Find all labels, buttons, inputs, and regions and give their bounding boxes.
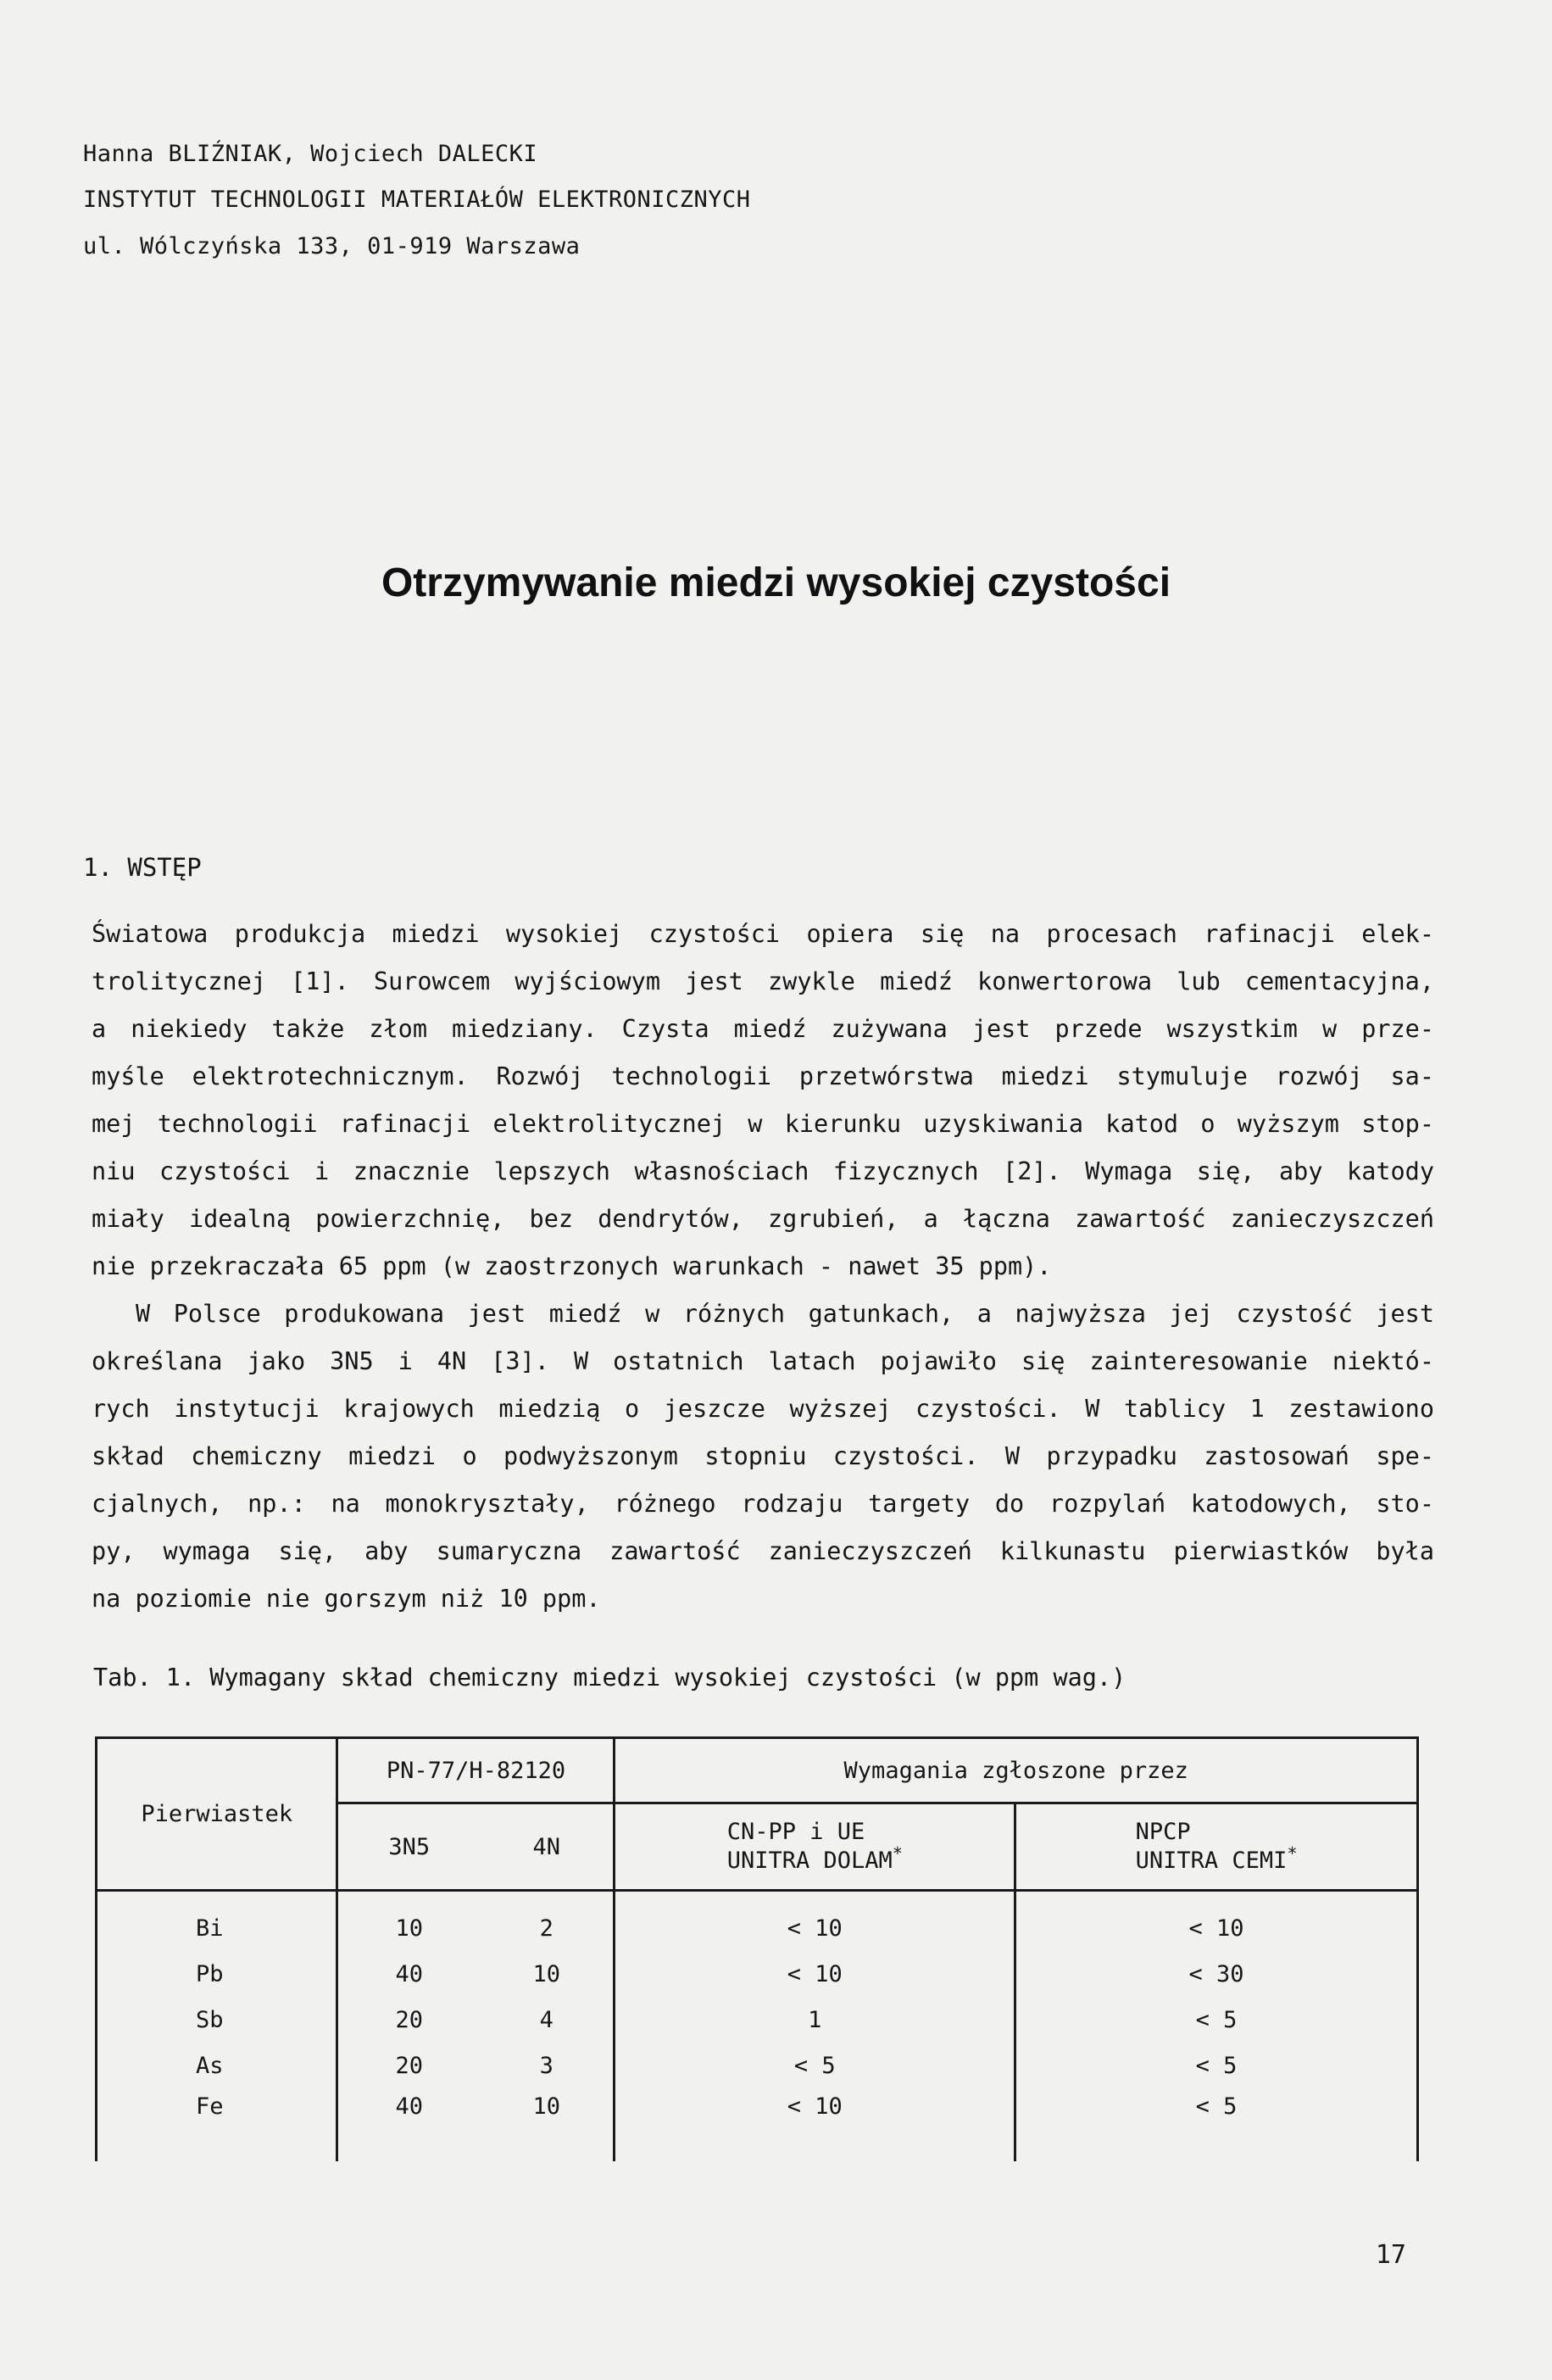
cell-4n: 3 bbox=[480, 2043, 615, 2088]
cell-4n: 10 bbox=[480, 1951, 615, 1997]
cell-3n5: 10 bbox=[395, 1915, 423, 1942]
cell-3n5: 40 bbox=[395, 2093, 423, 2120]
header-4n: 4N bbox=[480, 1803, 615, 1891]
header-norm-group: PN-77/H-82120 bbox=[337, 1738, 615, 1803]
footnote-mark: * bbox=[1287, 1843, 1298, 1864]
cell-4n: 4 bbox=[480, 1997, 615, 2043]
authors: Hanna BLIŹNIAK, Wojciech DALECKI bbox=[83, 141, 538, 167]
cell-cnpp: < 10 bbox=[615, 1951, 1015, 1997]
cell-npcp: < 30 bbox=[1015, 1951, 1418, 1997]
cell-3n5: 40 bbox=[395, 1960, 423, 1987]
body-line: rych instytucji krajowych miedzią o jeszcze wyższej czystości. W tablicy 1 zestawiono bbox=[92, 1395, 1434, 1423]
composition-table bbox=[95, 1736, 1419, 2161]
body-line: miały idealną powierzchnię, bez dendrytów, zgrubień, a łączna zawartość zanieczyszczeń bbox=[92, 1205, 1434, 1233]
body-line: nie przekraczała 65 ppm (w zaostrzonych warunkach - nawet 35 ppm). bbox=[92, 1252, 1052, 1280]
cell-element: Fe bbox=[97, 2088, 337, 2161]
body-line: niu czystości i znacznie lepszych własnościach fizycznych [2]. Wymaga się, aby katody bbox=[92, 1157, 1434, 1185]
footnote-mark: * bbox=[892, 1843, 903, 1864]
body-line: mej technologii rafinacji elektrolitycznej w kierunku uzyskiwania katod o wyższym stop- bbox=[92, 1110, 1434, 1138]
table-row bbox=[97, 1951, 1418, 1997]
body-line: trolitycznej [1]. Surowcem wyjściowym jest zwykle miedź konwertorowa lub cementacyjna, bbox=[92, 967, 1434, 995]
cell-npcp: < 10 bbox=[1015, 1891, 1418, 1952]
article-title: Otrzymywanie miedzi wysokiej czystości bbox=[381, 560, 1171, 605]
header-3n5: 3N5 bbox=[337, 1803, 480, 1891]
header-requirements-group: Wymagania zgłoszone przez bbox=[615, 1738, 1418, 1803]
cell-element: As bbox=[97, 2043, 337, 2088]
header-element: Pierwiastek bbox=[97, 1738, 337, 1891]
header-npcp-line1: NPCP bbox=[1135, 1819, 1191, 1846]
cell-npcp: < 5 bbox=[1015, 1997, 1418, 2043]
body-line: myśle elektrotechnicznym. Rozwój technologii przetwórstwa miedzi stymuluje rozwój sa- bbox=[92, 1062, 1434, 1090]
body-line: Światowa produkcja miedzi wysokiej czystości opiera się na procesach rafinacji elek- bbox=[92, 920, 1434, 948]
cell-cnpp: < 10 bbox=[615, 1891, 1015, 1952]
cell-3n5: 20 bbox=[395, 2052, 423, 2079]
body-line: py, wymaga się, aby sumaryczna zawartość zanieczyszczeń kilkunastu pierwiastków była bbox=[92, 1537, 1434, 1565]
header-npcp-line2: UNITRA CEMI bbox=[1135, 1848, 1288, 1874]
body-line: określana jako 3N5 i 4N [3]. W ostatnich latach pojawiło się zainteresowanie niektó- bbox=[92, 1347, 1434, 1375]
body-line: na poziomie nie gorszym niż 10 ppm. bbox=[92, 1585, 601, 1613]
cell-npcp: < 5 bbox=[1015, 2043, 1418, 2088]
cell-4n: 2 bbox=[480, 1891, 615, 1952]
header-cnpp-line1: CN-PP i UE bbox=[726, 1819, 865, 1846]
table-row bbox=[97, 2043, 1418, 2088]
cell-npcp: < 5 bbox=[1015, 2088, 1418, 2161]
institute-name: INSTYTUT TECHNOLOGII MATERIAŁÓW ELEKTRONICZNYCH bbox=[83, 187, 751, 213]
body-line: a niekiedy także złom miedziany. Czysta miedź zużywana jest przede wszystkim w prze- bbox=[92, 1015, 1434, 1043]
cell-element: Sb bbox=[97, 1997, 337, 2043]
page-number: 17 bbox=[1375, 2240, 1406, 2270]
table-caption: Tab. 1. Wymagany skład chemiczny miedzi wysokiej czystości (w ppm wag.) bbox=[93, 1664, 1126, 1692]
cell-element: Pb bbox=[97, 1951, 337, 1997]
header-cnpp bbox=[615, 1803, 1015, 1891]
body-line: cjalnych, np.: na monokryształy, różnego rodzaju targety do rozpylań katodowych, sto- bbox=[92, 1490, 1434, 1518]
institute-address: ul. Wólczyńska 133, 01-919 Warszawa bbox=[83, 233, 581, 259]
header-npcp bbox=[1015, 1803, 1418, 1891]
table-row bbox=[97, 2088, 1418, 2161]
header-cnpp-line2: UNITRA DOLAM bbox=[726, 1848, 893, 1874]
cell-cnpp: < 10 bbox=[615, 2088, 1015, 2161]
table-row bbox=[97, 1997, 1418, 2043]
section-heading: 1. WSTĘP bbox=[83, 853, 202, 882]
cell-element: Bi bbox=[97, 1891, 337, 1952]
table-row bbox=[97, 1891, 1418, 1952]
cell-3n5: 20 bbox=[395, 2006, 423, 2033]
body-line: W Polsce produkowana jest miedź w różnych gatunkach, a najwyższa jej czystość jest bbox=[136, 1300, 1434, 1328]
cell-cnpp: < 5 bbox=[615, 2043, 1015, 2088]
body-line: skład chemiczny miedzi o podwyższonym stopniu czystości. W przypadku zastosowań spe- bbox=[92, 1442, 1434, 1470]
cell-4n: 10 bbox=[480, 2088, 615, 2161]
cell-cnpp: 1 bbox=[615, 1997, 1015, 2043]
